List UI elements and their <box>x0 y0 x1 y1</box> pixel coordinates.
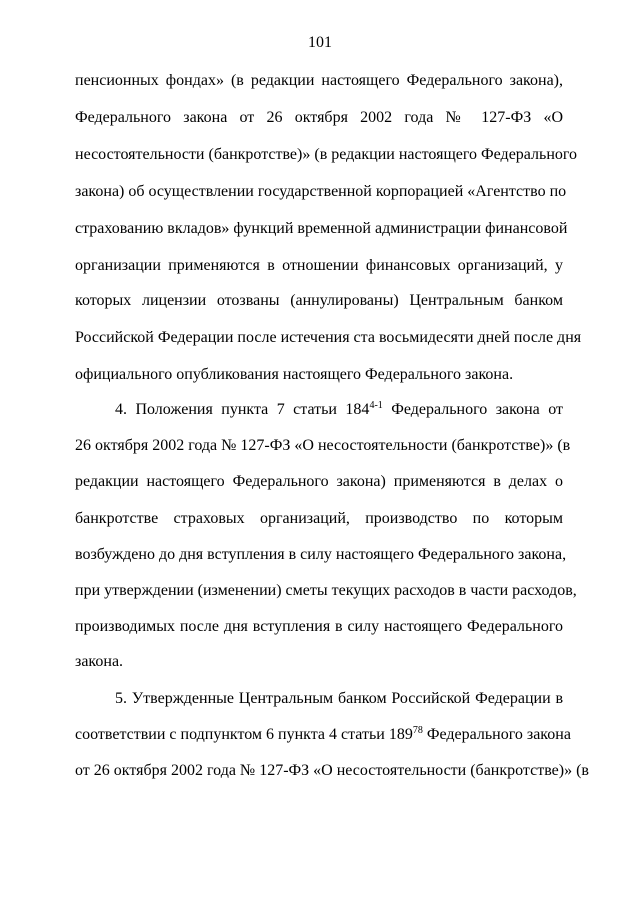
paragraph-line: несостоятельности (банкротстве)» (в редакции настоящего Федерального <box>75 146 578 163</box>
item-5-text-start: соответствии с подпунктом 6 пункта 4 статьи 189 <box>75 726 413 743</box>
item-4-text-start: 4. Положения пункта 7 статьи 184 <box>115 401 370 418</box>
paragraph-line <box>75 725 571 745</box>
paragraph-line: при утверждении (изменении) сметы текущих расходов в части расходов, <box>75 582 577 599</box>
paragraph-line: которых лицензии отозваны (аннулированы) Центральным банком <box>75 292 563 309</box>
paragraph-line: от 26 октября 2002 года № 127-ФЗ «О несостоятельности (банкротстве)» (в <box>75 762 589 779</box>
paragraph-line: производимых после дня вступления в силу настоящего Федерального <box>75 618 563 635</box>
paragraph-line: закона) об осуществлении государственной корпорацией «Агентство по <box>75 183 567 200</box>
paragraph-line: редакции настоящего Федерального закона) применяются в делах о <box>75 473 563 490</box>
item-5-text-end: Федерального закона <box>422 726 571 743</box>
paragraph-line: 26 октября 2002 года № 127-ФЗ «О несостоятельности (банкротстве)» (в <box>75 437 571 454</box>
paragraph-line: возбуждено до дня вступления в силу настоящего Федерального закона, <box>75 546 567 563</box>
paragraph-line: банкротстве страховых организаций, производство по которым <box>75 510 563 527</box>
article-superscript: 78 <box>412 725 423 736</box>
paragraph-line: Федерального закона от 26 октября 2002 года № 127-ФЗ «О <box>75 109 563 126</box>
paragraph-line-item-4-start <box>115 400 563 420</box>
paragraph-line: пенсионных фондах» (в редакции настоящего Федерального закона), <box>75 72 563 89</box>
paragraph-line: закона. <box>75 653 124 670</box>
paragraph-line: организации применяются в отношении финансовых организаций, у <box>75 257 563 274</box>
paragraph-line: страхованию вкладов» функций временной администрации финансовой <box>75 220 568 237</box>
paragraph-line: Российской Федерации после истечения ста восьмидесяти дней после дня <box>75 329 582 346</box>
paragraph-line: официального опубликования настоящего Федерального закона. <box>75 366 514 383</box>
page-number: 101 <box>308 34 332 51</box>
item-4-text-end: Федерального закона от <box>382 401 563 418</box>
paragraph-line-item-5-start: 5. Утвержденные Центральным банком Российской Федерации в <box>115 690 563 707</box>
article-superscript: 4-1 <box>369 400 383 411</box>
